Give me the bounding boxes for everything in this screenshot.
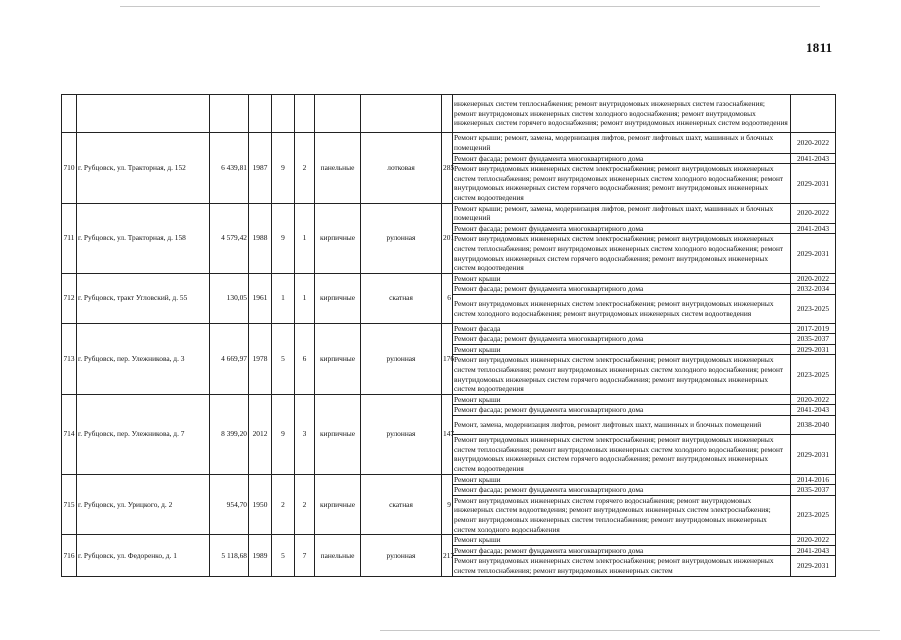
wall-material: кирпичные bbox=[315, 474, 361, 535]
work-period: 2038-2040 bbox=[791, 416, 836, 435]
building-floors: 5 bbox=[272, 323, 295, 394]
work-description: Ремонт фасада; ремонт фундамента многоквартирного дома bbox=[453, 284, 791, 295]
building-number: 714 bbox=[62, 394, 77, 474]
work-period: 2020-2022 bbox=[791, 273, 836, 284]
building-address: г. Рубцовск, ул. Тракторная, д. 152 bbox=[77, 133, 210, 203]
building-address: г. Рубцовск, тракт Угловский, д. 55 bbox=[77, 273, 210, 323]
building-floors: 9 bbox=[272, 394, 295, 474]
building-number: 715 bbox=[62, 474, 77, 535]
scan-edge-bottom bbox=[380, 630, 880, 631]
residents-count: 201 bbox=[442, 203, 453, 273]
wall-material bbox=[315, 95, 361, 133]
building-entrances: 6 bbox=[295, 323, 315, 394]
building-address: г. Рубцовск, ул. Тракторная, д. 158 bbox=[77, 203, 210, 273]
building-year bbox=[249, 95, 272, 133]
work-period: 2023-2025 bbox=[791, 495, 836, 534]
work-period: 2041-2043 bbox=[791, 153, 836, 164]
work-period: 2041-2043 bbox=[791, 545, 836, 556]
work-description: Ремонт фасада; ремонт фундамента многоквартирного дома bbox=[453, 153, 791, 164]
work-period: 2029-2031 bbox=[791, 234, 836, 273]
housing-register-table bbox=[61, 94, 836, 577]
work-description: Ремонт внутридомовых инженерных систем горячего водоснабжения; ремонт внутридомовых инженерных систем водоотведения; ремонт внутридомовых инженерных систем электроснабжения; ремонт внутридомовых инженерных систем теплоснабжения; ремонт внутридомовых инженерных систем холодного водоснабжения bbox=[453, 495, 791, 534]
building-address: г. Рубцовск, ул. Урицкого, д. 2 bbox=[77, 474, 210, 535]
roof-type bbox=[361, 95, 442, 133]
building-floors: 2 bbox=[272, 474, 295, 535]
building-entrances: 2 bbox=[295, 474, 315, 535]
building-floors: 5 bbox=[272, 535, 295, 576]
roof-type: рулонная bbox=[361, 323, 442, 394]
table-row bbox=[62, 394, 836, 405]
table-row bbox=[62, 95, 836, 133]
work-description: Ремонт фасада; ремонт фундамента многоквартирного дома bbox=[453, 485, 791, 496]
building-entrances: 3 bbox=[295, 394, 315, 474]
work-description: Ремонт крыши bbox=[453, 273, 791, 284]
building-number: 710 bbox=[62, 133, 77, 203]
building-number: 716 bbox=[62, 535, 77, 576]
wall-material: кирпичные bbox=[315, 394, 361, 474]
work-description: Ремонт крыши bbox=[453, 474, 791, 485]
building-entrances: 1 bbox=[295, 203, 315, 273]
work-period: 2029-2031 bbox=[791, 435, 836, 474]
work-description: Ремонт фасада; ремонт фундамента многоквартирного дома bbox=[453, 545, 791, 556]
work-period: 2035-2037 bbox=[791, 334, 836, 345]
building-address: г. Рубцовск, ул. Федоренко, д. 1 bbox=[77, 535, 210, 576]
building-entrances: 1 bbox=[295, 273, 315, 323]
work-period: 2029-2031 bbox=[791, 164, 836, 203]
building-entrances: 2 bbox=[295, 133, 315, 203]
building-area: 4 579,42 bbox=[210, 203, 249, 273]
register-body bbox=[62, 95, 836, 577]
building-area bbox=[210, 95, 249, 133]
work-period: 2032-2034 bbox=[791, 284, 836, 295]
work-description: Ремонт внутридомовых инженерных систем электроснабжения; ремонт внутридомовых инженерных систем теплоснабжения; ремонт внутридомовых инженерных систем холодного водоснабжения; ремонт внутридомовых инженерных систем горячего водоснабжения; ремонт внутридомовых инженерных систем водоотведения bbox=[453, 435, 791, 474]
work-period: 2020-2022 bbox=[791, 133, 836, 153]
building-floors: 1 bbox=[272, 273, 295, 323]
residents-count: 176 bbox=[442, 323, 453, 394]
work-period: 2020-2022 bbox=[791, 394, 836, 405]
residents-count: 6 bbox=[442, 273, 453, 323]
roof-type: скатная bbox=[361, 474, 442, 535]
building-entrances bbox=[295, 95, 315, 133]
wall-material: панельные bbox=[315, 535, 361, 576]
work-description: Ремонт крыши; ремонт, замена, модернизация лифтов, ремонт лифтовых шахт, машинных и блочных помещений bbox=[453, 203, 791, 223]
building-area: 8 399,20 bbox=[210, 394, 249, 474]
building-number: 712 bbox=[62, 273, 77, 323]
building-area: 130,05 bbox=[210, 273, 249, 323]
work-description: Ремонт внутридомовых инженерных систем электроснабжения; ремонт внутридомовых инженерных систем теплоснабжения; ремонт внутридомовых инженерных систем холодного водоснабжения; ремонт внутридомовых инженерных систем горячего водоснабжения; ремонт внутридомовых инженерных систем водоотведения bbox=[453, 164, 791, 203]
building-floors bbox=[272, 95, 295, 133]
work-period: 2020-2022 bbox=[791, 203, 836, 223]
table-row bbox=[62, 203, 836, 223]
work-period: 2029-2031 bbox=[791, 344, 836, 355]
roof-type: рулонная bbox=[361, 535, 442, 576]
work-description: Ремонт внутридомовых инженерных систем электроснабжения; ремонт внутридомовых инженерных систем теплоснабжения; ремонт внутридомовых инженерных систем холодного водоснабжения; ремонт внутридомовых инженерных систем горячего водоснабжения; ремонт внутридомовых инженерных систем водоотведения bbox=[453, 355, 791, 394]
roof-type: рулонная bbox=[361, 203, 442, 273]
building-year: 1988 bbox=[249, 203, 272, 273]
residents-count: 9 bbox=[442, 474, 453, 535]
table-row bbox=[62, 474, 836, 485]
page-number: 1811 bbox=[806, 40, 833, 55]
building-floors: 9 bbox=[272, 203, 295, 273]
roof-type: скатная bbox=[361, 273, 442, 323]
work-description: Ремонт крыши bbox=[453, 344, 791, 355]
building-year: 1978 bbox=[249, 323, 272, 394]
work-description: Ремонт фасада; ремонт фундамента многоквартирного дома bbox=[453, 334, 791, 345]
building-area: 5 118,68 bbox=[210, 535, 249, 576]
table-row bbox=[62, 535, 836, 546]
work-description: Ремонт внутридомовых инженерных систем электроснабжения; ремонт внутридомовых инженерных систем теплоснабжения; ремонт внутридомовых инженерных систем bbox=[453, 556, 791, 576]
building-address: г. Рубцовск, пер. Улежникова, д. 3 bbox=[77, 323, 210, 394]
building-entrances: 7 bbox=[295, 535, 315, 576]
work-period: 2035-2037 bbox=[791, 485, 836, 496]
building-year: 1961 bbox=[249, 273, 272, 323]
work-description: Ремонт крыши; ремонт, замена, модернизация лифтов, ремонт лифтовых шахт, машинных и блочных помещений bbox=[453, 133, 791, 153]
wall-material: кирпичные bbox=[315, 323, 361, 394]
building-area: 4 669,97 bbox=[210, 323, 249, 394]
residents-count: 147 bbox=[442, 394, 453, 474]
wall-material: кирпичные bbox=[315, 203, 361, 273]
wall-material: кирпичные bbox=[315, 273, 361, 323]
building-year: 2012 bbox=[249, 394, 272, 474]
work-period: 2029-2031 bbox=[791, 556, 836, 576]
roof-type: лотковая bbox=[361, 133, 442, 203]
scan-edge-top bbox=[120, 6, 820, 7]
work-description: Ремонт внутридомовых инженерных систем электроснабжения; ремонт внутридомовых инженерных систем холодного водоснабжения; ремонт внутридомовых инженерных систем водоотведения bbox=[453, 294, 791, 323]
building-year: 1989 bbox=[249, 535, 272, 576]
building-area: 954,70 bbox=[210, 474, 249, 535]
wall-material: панельные bbox=[315, 133, 361, 203]
residents-count: 285 bbox=[442, 133, 453, 203]
work-description: Ремонт фасада bbox=[453, 323, 791, 334]
work-period: 2020-2022 bbox=[791, 535, 836, 546]
building-floors: 9 bbox=[272, 133, 295, 203]
work-period: 2041-2043 bbox=[791, 405, 836, 416]
residents-count: 217 bbox=[442, 535, 453, 576]
work-description: Ремонт фасада; ремонт фундамента многоквартирного дома bbox=[453, 223, 791, 234]
building-number: 711 bbox=[62, 203, 77, 273]
table-row bbox=[62, 273, 836, 284]
building-area: 6 439,81 bbox=[210, 133, 249, 203]
work-period: 2023-2025 bbox=[791, 355, 836, 394]
building-number bbox=[62, 95, 77, 133]
work-description: инженерных систем теплоснабжения; ремонт внутридомовых инженерных систем газоснабжения; ремонт внутридомовых инженерных систем холодного водоснабжения; ремонт внутридомовых инженерных систем горячего водоснабжения; ремонт внутридомовых инженерных систем водоотведения bbox=[453, 95, 791, 133]
work-period bbox=[791, 95, 836, 133]
building-address: г. Рубцовск, пер. Улежникова, д. 7 bbox=[77, 394, 210, 474]
building-address bbox=[77, 95, 210, 133]
work-description: Ремонт, замена, модернизация лифтов, ремонт лифтовых шахт, машинных и блочных помещений bbox=[453, 416, 791, 435]
building-year: 1987 bbox=[249, 133, 272, 203]
work-period: 2014-2016 bbox=[791, 474, 836, 485]
work-period: 2041-2043 bbox=[791, 223, 836, 234]
roof-type: рулонная bbox=[361, 394, 442, 474]
work-period: 2017-2019 bbox=[791, 323, 836, 334]
work-description: Ремонт крыши bbox=[453, 535, 791, 546]
table-row bbox=[62, 323, 836, 334]
building-number: 713 bbox=[62, 323, 77, 394]
building-year: 1950 bbox=[249, 474, 272, 535]
residents-count bbox=[442, 95, 453, 133]
work-period: 2023-2025 bbox=[791, 294, 836, 323]
work-description: Ремонт внутридомовых инженерных систем электроснабжения; ремонт внутридомовых инженерных систем теплоснабжения; ремонт внутридомовых инженерных систем холодного водоснабжения; ремонт внутридомовых инженерных систем горячего водоснабжения; ремонт внутридомовых инженерных систем водоотведения bbox=[453, 234, 791, 273]
work-description: Ремонт фасада; ремонт фундамента многоквартирного дома bbox=[453, 405, 791, 416]
table-row bbox=[62, 133, 836, 153]
work-description: Ремонт крыши bbox=[453, 394, 791, 405]
